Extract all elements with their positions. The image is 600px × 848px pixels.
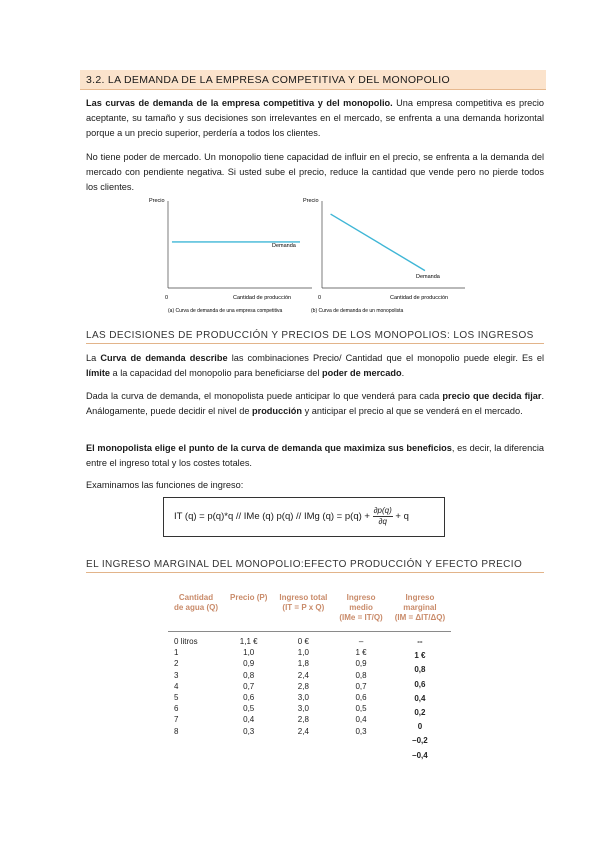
table-cell: 6 xyxy=(174,704,179,714)
col-precio: Precio (P) xyxy=(224,593,273,632)
formula-numerator: ∂p(q) xyxy=(373,505,392,515)
intro-paragraph-1 xyxy=(86,96,544,141)
table-cell: 1,8 xyxy=(297,659,309,669)
right-ylabel: Precio xyxy=(303,198,319,204)
ingresos-p1-a: La xyxy=(86,353,101,363)
table-cell: 0,5 xyxy=(355,704,367,714)
table-cell: 0,7 xyxy=(243,681,255,691)
table-cell: 2,8 xyxy=(297,681,309,691)
intro-bold: Las curvas de demanda de la empresa competitiva y del monopolio. xyxy=(86,98,393,108)
table-cell: 2,4 xyxy=(297,726,309,736)
left-xlabel: Cantidad de producción xyxy=(233,295,292,301)
ingresos-p1-c: las combinaciones Precio/ Cantidad que el monopolio puede elegir. Es el xyxy=(227,353,545,363)
table-cell: 0,2 xyxy=(414,708,426,718)
formula-denominator: ∂q xyxy=(378,516,387,526)
revenue-table-header xyxy=(168,593,451,632)
table-cell: 0,3 xyxy=(243,726,255,736)
left-caption: (a) Curva de demanda de una empresa competitiva xyxy=(168,308,283,314)
formula-fraction xyxy=(373,506,393,527)
monopoly-demand-chart xyxy=(300,192,470,318)
intro-paragraph-2: No tiene poder de mercado. Un monopolio tiene capacidad de influir en el precio, se enfrenta a la demanda del mercado con pendiente negativa. Si usted sube el precio, reduce la cantidad que vende pero no pierde todos los clientes. xyxy=(86,152,544,192)
ingresos-p1-b: Curva de demanda describe xyxy=(100,353,228,363)
ingresos-p2-a: Dada la curva de demanda, el monopolista puede anticipar lo que venderá para cada xyxy=(86,391,443,401)
table-cell: 1,0 xyxy=(243,648,255,658)
table-cell: 3 xyxy=(174,670,179,680)
table-cell: 2,8 xyxy=(297,715,309,725)
competitive-demand-chart xyxy=(140,192,315,318)
col-ingreso-marginal: Ingreso marginal (IM = ΔIT/ΔQ) xyxy=(389,593,451,632)
table-row xyxy=(168,647,451,658)
ingresos-p2-d: producción xyxy=(252,406,303,416)
right-origin: 0 xyxy=(318,295,322,301)
table-cell: 4 xyxy=(174,681,179,691)
marginal-heading: EL INGRESO MARGINAL DEL MONOPOLIO:EFECTO PRODUCCIÓN Y EFECTO PRECIO xyxy=(86,559,544,573)
table-cell: 1 xyxy=(174,648,179,658)
left-origin: 0 xyxy=(165,295,169,301)
table-cell: 3,0 xyxy=(297,704,309,714)
ingresos-p1-g: . xyxy=(401,368,405,378)
table-cell: 3,0 xyxy=(297,693,309,703)
left-ylabel: Precio xyxy=(149,198,165,204)
ingresos-paragraph-3 xyxy=(86,441,544,471)
table-cell: 0,8 xyxy=(355,670,367,680)
ingresos-p3-rest: , es decir, la diferencia entre el ingreso total y los costes totales. xyxy=(86,443,544,468)
table-cell: 7 xyxy=(174,715,179,725)
ingresos-paragraph-4: Examinamos las funciones de ingreso: xyxy=(86,480,244,490)
ingresos-p1-e: a la capacidad del monopolio para beneficiarse del xyxy=(110,368,322,378)
table-cell: 8 xyxy=(174,726,179,736)
ingresos-paragraph-1 xyxy=(86,351,544,381)
table-cell: -- xyxy=(417,637,423,646)
revenue-table-body xyxy=(168,632,451,760)
table-cell: 0 € xyxy=(297,637,309,646)
table-row xyxy=(168,632,451,648)
ingresos-p2-c: . Análogamente, puede decidir el nivel de xyxy=(86,391,544,416)
ingresos-heading: LAS DECISIONES DE PRODUCCIÓN Y PRECIOS DE LOS MONOPOLIOS: LOS INGRESOS xyxy=(86,330,544,344)
col-cantidad: Cantidad de agua (Q) xyxy=(168,593,224,632)
table-cell: – xyxy=(358,637,364,646)
table-cell: 0,6 xyxy=(414,679,426,689)
table-cell: 0,7 xyxy=(355,681,367,691)
table-cell: 0,3 xyxy=(355,726,367,736)
table-cell: 1,0 xyxy=(297,648,309,658)
intro-text: Una empresa competitiva es precio aceptante, su tamaño y sus decisiones son irrelevantes en el mercado, se enfrenta a una demanda horizontal porque a un precio superior, perdería a todos los clientes. xyxy=(86,98,544,138)
table-cell: 0,9 xyxy=(243,659,255,669)
formula-text: IT (q) = p(q)*q // IMe (q) p(q) // IMg (q) = p(q) + xyxy=(174,511,373,522)
table-cell: 0,4 xyxy=(243,715,255,725)
right-caption: (b) Curva de demanda de un monopolista xyxy=(311,308,404,314)
ingresos-p1-d: límite xyxy=(86,368,110,378)
right-demand-line xyxy=(331,214,425,271)
ingresos-paragraph-2 xyxy=(86,389,544,419)
table-cell: –0,2 xyxy=(412,736,428,746)
table-cell: 1 € xyxy=(355,648,367,658)
right-xlabel: Cantidad de producción xyxy=(390,295,449,301)
table-cell: 0,5 xyxy=(243,704,255,714)
table-cell: 5 xyxy=(174,693,179,703)
table-cell: 0,4 xyxy=(355,715,367,725)
table-cell: 0,8 xyxy=(243,670,255,680)
table-cell: 2 xyxy=(174,659,179,669)
col-ingreso-total: Ingreso total (IT = P x Q) xyxy=(273,593,333,632)
table-cell: 0,8 xyxy=(414,665,426,675)
table-cell: –0,4 xyxy=(412,750,428,760)
formula-tail: + q xyxy=(392,511,409,522)
ingresos-p3-bold: El monopolista elige el punto de la curva de demanda que maximiza sus beneficios xyxy=(86,443,452,453)
right-curve-label: Demanda xyxy=(416,274,440,280)
table-cell: 0,9 xyxy=(355,659,367,669)
table-cell: 1,1 € xyxy=(239,637,258,646)
ingresos-p2-b: precio que decida fijar xyxy=(442,391,542,401)
left-curve-label: Demanda xyxy=(272,243,296,249)
table-cell: 0 xyxy=(417,722,423,732)
table-cell: 2,4 xyxy=(297,670,309,680)
ingresos-p1-f: poder de mercado xyxy=(321,368,402,378)
table-cell: 0,6 xyxy=(355,693,367,703)
revenue-table xyxy=(168,593,451,760)
ingresos-p2-e: y anticipar el precio al que se venderá en el mercado. xyxy=(302,406,523,416)
table-cell: 0,6 xyxy=(243,693,255,703)
table-cell: 0 litros xyxy=(174,637,198,646)
revenue-formula-box xyxy=(163,497,445,537)
table-cell: 1 € xyxy=(414,651,426,661)
section-title: 3.2. LA DEMANDA DE LA EMPRESA COMPETITIVA Y DEL MONOPOLIO xyxy=(80,70,546,90)
col-ingreso-medio: Ingreso medio (IMe = IT/Q) xyxy=(333,593,388,632)
table-cell: 0,4 xyxy=(414,693,426,703)
